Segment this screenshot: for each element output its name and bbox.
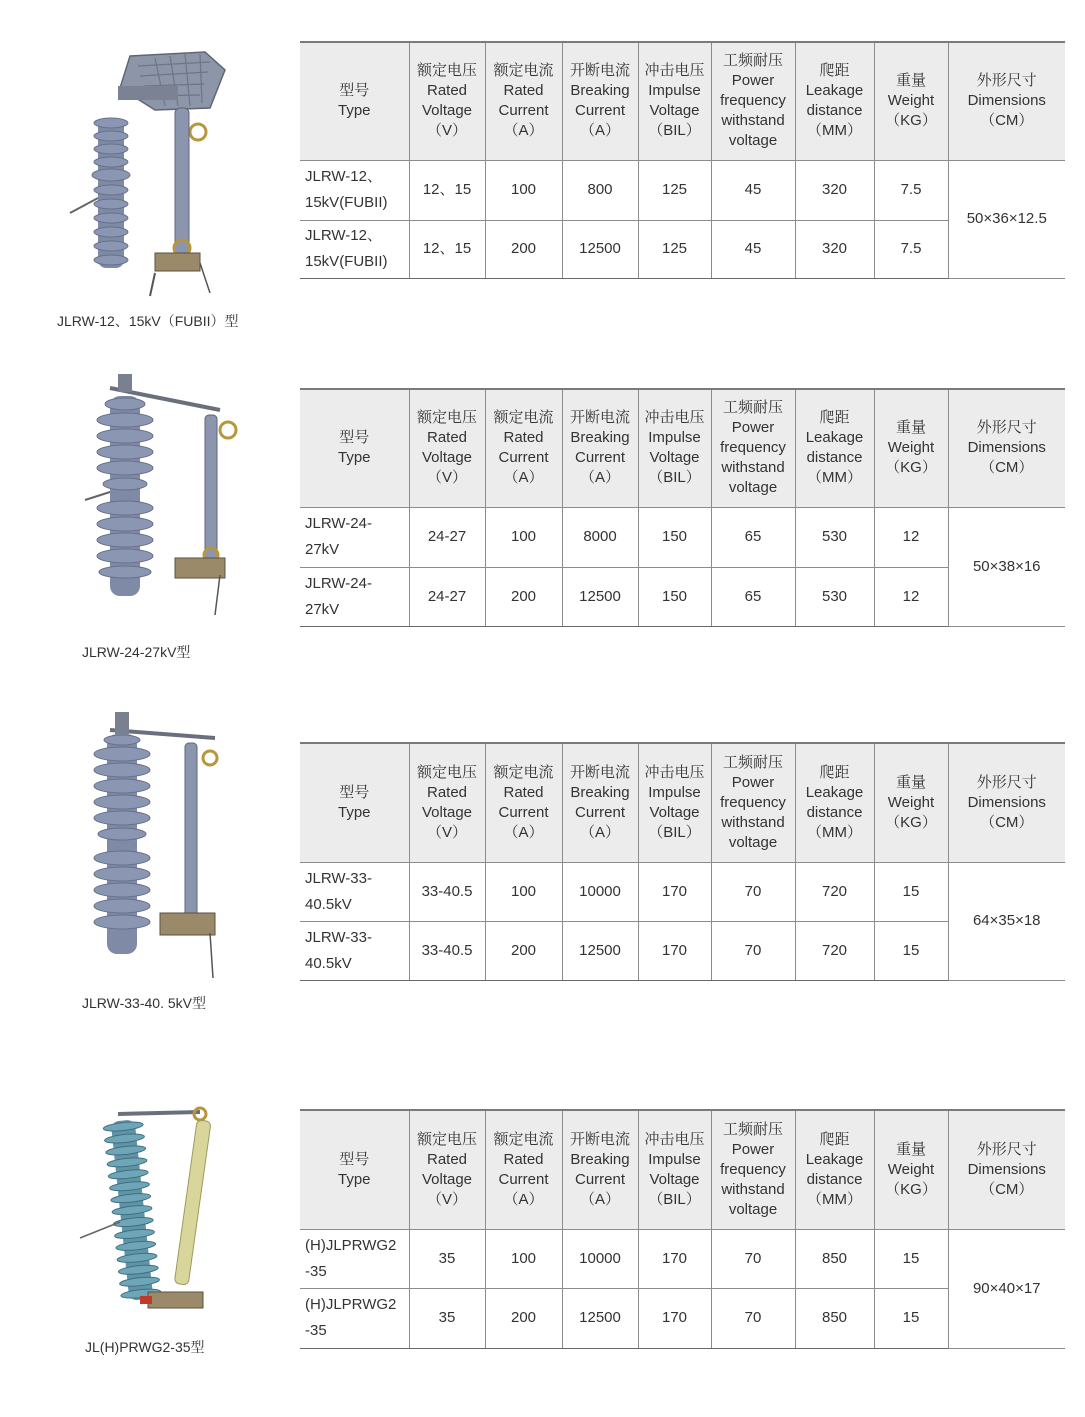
header-rated-current: [485, 389, 562, 507]
cell-impulse-voltage: 170: [638, 921, 711, 980]
text-line: 爬距: [819, 409, 850, 427]
text-line: Rated: [426, 82, 468, 100]
cell-rated-current: 200: [485, 220, 562, 278]
text-line: （A）: [503, 122, 544, 140]
text-line: （MM）: [807, 122, 862, 140]
header-rated-voltage: [409, 743, 485, 862]
cell-rated-current: 200: [485, 567, 562, 626]
cell-leakage: 850: [795, 1288, 874, 1348]
cell-leakage: 530: [795, 507, 874, 567]
text-line: Leakage: [805, 783, 864, 801]
text-line: JLRW-24-: [305, 574, 372, 592]
spec-table-4: [300, 1109, 1065, 1349]
text-line: voltage: [728, 132, 778, 150]
text-line: （A）: [579, 122, 620, 140]
text-line: （A）: [503, 469, 544, 487]
text-line: （V）: [426, 1190, 467, 1208]
text-line: Impulse: [648, 429, 701, 447]
text-line: Rated: [426, 1150, 468, 1168]
header-rated-current: [485, 42, 562, 160]
cell-leakage: 720: [795, 921, 874, 980]
cell-type: [300, 921, 409, 980]
text-line: Voltage: [421, 1170, 473, 1188]
text-line: 外形尺寸: [976, 72, 1037, 90]
text-line: Current: [574, 1170, 626, 1188]
header-rated-voltage: [409, 389, 485, 507]
text-line: Dimensions: [967, 1160, 1046, 1178]
text-line: 40.5kV: [305, 895, 352, 913]
text-line: 冲击电压: [644, 1130, 705, 1148]
text-line: voltage: [728, 1200, 778, 1218]
cell-rated-voltage: 24-27: [409, 507, 485, 567]
text-line: 型号: [339, 429, 370, 447]
text-line: （KG）: [885, 1180, 937, 1198]
text-line: （A）: [579, 469, 620, 487]
header-power-frequency: [711, 389, 795, 507]
cell-leakage: 720: [795, 862, 874, 921]
fuse-cutout-image-4: [78, 1100, 223, 1325]
text-line: Current: [574, 102, 626, 120]
cell-weight: 15: [874, 1229, 948, 1288]
text-line: Voltage: [649, 449, 700, 467]
text-line: 15kV(FUBII): [305, 253, 388, 270]
text-line: Current: [498, 1170, 549, 1188]
cell-breaking-current: 10000: [562, 862, 638, 921]
text-line: JLRW-12、: [305, 168, 382, 185]
text-line: （V）: [426, 122, 467, 140]
cell-type: [300, 160, 409, 220]
table-row: [300, 1229, 1065, 1288]
text-line: Power: [731, 1140, 775, 1158]
text-line: 型号: [339, 82, 370, 100]
text-line: （CM）: [980, 1180, 1034, 1198]
text-line: Current: [498, 449, 549, 467]
cell-breaking-current: 12500: [562, 1288, 638, 1348]
cell-rated-current: 100: [485, 1229, 562, 1288]
table-row: [300, 507, 1065, 567]
cell-type: [300, 220, 409, 278]
text-line: （CM）: [980, 813, 1034, 831]
cell-power-frequency: 45: [711, 160, 795, 220]
text-line: （BIL）: [648, 122, 701, 140]
text-line: frequency: [720, 1160, 786, 1178]
header-impulse-voltage: [638, 389, 711, 507]
text-line: Voltage: [649, 102, 700, 120]
text-line: voltage: [728, 479, 778, 497]
text-line: 型号: [339, 783, 370, 801]
text-line: （A）: [579, 1190, 620, 1208]
header-weight: [874, 743, 948, 862]
text-line: Leakage: [805, 82, 864, 100]
text-line: 额定电压: [416, 409, 477, 427]
header-breaking-current: [562, 42, 638, 160]
product-caption: JLRW-24-27kV型: [82, 644, 191, 660]
header-impulse-voltage: [638, 743, 711, 862]
text-line: （KG）: [885, 112, 937, 130]
text-line: (H)JLPRWG2: [305, 1296, 397, 1313]
cell-rated-voltage: 35: [409, 1229, 485, 1288]
text-line: Rated: [503, 1150, 544, 1168]
text-line: Type: [337, 449, 371, 467]
cell-impulse-voltage: 125: [638, 160, 711, 220]
text-line: 工频耐压: [722, 399, 783, 417]
text-line: 额定电压: [416, 1130, 477, 1148]
text-line: Voltage: [421, 803, 473, 821]
text-line: Weight: [887, 793, 935, 811]
text-line: Dimensions: [967, 793, 1046, 811]
text-line: withstand: [721, 112, 785, 130]
header-rated-voltage: [409, 1110, 485, 1229]
cell-weight: 7.5: [874, 220, 948, 278]
cell-rated-voltage: 33-40.5: [409, 862, 485, 921]
cell-type: [300, 862, 409, 921]
text-line: Current: [574, 449, 626, 467]
text-line: 爬距: [819, 62, 850, 80]
text-line: Breaking: [570, 82, 630, 100]
cell-leakage: 850: [795, 1229, 874, 1288]
text-line: Breaking: [570, 1150, 630, 1168]
header-power-frequency: [711, 743, 795, 862]
text-line: Dimensions: [967, 92, 1046, 110]
text-line: Voltage: [421, 449, 473, 467]
text-line: distance: [806, 1170, 863, 1188]
text-line: -35: [305, 1262, 327, 1280]
text-line: 工频耐压: [722, 1120, 783, 1138]
text-line: 工频耐压: [722, 52, 783, 70]
text-line: JLRW-24-: [305, 515, 372, 532]
cell-impulse-voltage: 170: [638, 862, 711, 921]
text-line: Leakage: [805, 429, 864, 447]
text-line: （MM）: [807, 469, 862, 487]
cell-breaking-current: 10000: [562, 1229, 638, 1288]
text-line: 型号: [339, 1150, 370, 1168]
text-line: distance: [806, 449, 863, 467]
text-line: Leakage: [805, 1150, 864, 1168]
header-leakage-distance: [795, 42, 874, 160]
text-line: JLRW-33-: [305, 869, 372, 887]
cell-impulse-voltage: 170: [638, 1229, 711, 1288]
cell-rated-current: 200: [485, 1288, 562, 1348]
text-line: JLRW-33-: [305, 928, 372, 946]
text-line: Current: [574, 803, 626, 821]
cell-weight: 15: [874, 1288, 948, 1348]
text-line: （MM）: [807, 823, 862, 841]
header-power-frequency: [711, 42, 795, 160]
text-line: （BIL）: [648, 1190, 701, 1208]
cell-leakage: 530: [795, 567, 874, 626]
text-line: Voltage: [421, 102, 473, 120]
cell-dimensions: 64×35×18: [948, 862, 1065, 980]
text-line: Breaking: [570, 783, 630, 801]
text-line: withstand: [721, 459, 785, 477]
cell-breaking-current: 12500: [562, 220, 638, 278]
text-line: Rated: [503, 783, 544, 801]
text-line: Breaking: [570, 429, 630, 447]
text-line: JLRW-12、: [305, 227, 382, 244]
product-caption: JL(H)PRWG2-35型: [85, 1339, 205, 1355]
header-type: [300, 389, 409, 507]
text-line: （V）: [426, 823, 467, 841]
cell-rated-current: 100: [485, 160, 562, 220]
text-line: 额定电流: [493, 763, 554, 781]
text-line: 重量: [895, 773, 926, 791]
text-line: Dimensions: [967, 439, 1046, 457]
header-leakage-distance: [795, 743, 874, 862]
cell-power-frequency: 45: [711, 220, 795, 278]
text-line: Weight: [887, 92, 935, 110]
text-line: 额定电压: [416, 62, 477, 80]
text-line: 重量: [895, 72, 926, 90]
product-caption: JLRW-33-40. 5kV型: [82, 995, 206, 1011]
cell-dimensions: 50×38×16: [948, 507, 1065, 626]
fuse-cutout-image-3: [85, 708, 235, 983]
text-line: 开断电流: [569, 409, 630, 427]
text-line: withstand: [721, 813, 785, 831]
product-caption: JLRW-12、15kV（FUBII）型: [57, 313, 239, 329]
header-rated-current: [485, 743, 562, 862]
cell-power-frequency: 70: [711, 862, 795, 921]
cell-rated-current: 200: [485, 921, 562, 980]
text-line: Impulse: [648, 1150, 701, 1168]
header-dimensions: [948, 1110, 1065, 1229]
text-line: 工频耐压: [722, 753, 783, 771]
text-line: Power: [731, 419, 775, 437]
text-line: （CM）: [980, 459, 1034, 477]
header-dimensions: [948, 389, 1065, 507]
text-line: 爬距: [819, 1130, 850, 1148]
text-line: distance: [806, 102, 863, 120]
text-line: （MM）: [807, 1190, 862, 1208]
text-line: 额定电流: [493, 62, 554, 80]
header-breaking-current: [562, 743, 638, 862]
header-weight: [874, 1110, 948, 1229]
header-rated-voltage: [409, 42, 485, 160]
text-line: （A）: [503, 823, 544, 841]
header-dimensions: [948, 42, 1065, 160]
cell-rated-voltage: 35: [409, 1288, 485, 1348]
cell-dimensions: 90×40×17: [948, 1229, 1065, 1348]
table-row: [300, 160, 1065, 220]
text-line: 爬距: [819, 763, 850, 781]
cell-impulse-voltage: 150: [638, 507, 711, 567]
cell-type: [300, 1229, 409, 1288]
cell-dimensions: 50×36×12.5: [948, 160, 1065, 278]
text-line: Weight: [887, 1160, 935, 1178]
text-line: distance: [806, 803, 863, 821]
text-line: Rated: [503, 82, 544, 100]
text-line: 40.5kV: [305, 954, 352, 972]
text-line: （V）: [426, 469, 467, 487]
header-weight: [874, 389, 948, 507]
text-line: 重量: [895, 419, 926, 437]
header-type: [300, 1110, 409, 1229]
text-line: Current: [498, 803, 549, 821]
cell-impulse-voltage: 170: [638, 1288, 711, 1348]
header-type: [300, 743, 409, 862]
header-leakage-distance: [795, 389, 874, 507]
cell-rated-voltage: 24-27: [409, 567, 485, 626]
cell-power-frequency: 70: [711, 1229, 795, 1288]
text-line: 重量: [895, 1140, 926, 1158]
text-line: frequency: [720, 793, 786, 811]
text-line: （BIL）: [648, 469, 701, 487]
header-dimensions: [948, 743, 1065, 862]
header-breaking-current: [562, 389, 638, 507]
cell-power-frequency: 70: [711, 1288, 795, 1348]
text-line: 开断电流: [569, 763, 630, 781]
text-line: 额定电流: [493, 409, 554, 427]
cell-breaking-current: 800: [562, 160, 638, 220]
cell-power-frequency: 65: [711, 567, 795, 626]
text-line: Type: [337, 102, 371, 120]
text-line: Impulse: [648, 82, 701, 100]
text-line: Type: [337, 803, 371, 821]
text-line: Type: [337, 1170, 371, 1188]
text-line: （KG）: [885, 813, 937, 831]
cell-rated-voltage: 33-40.5: [409, 921, 485, 980]
text-line: 27kV: [305, 541, 340, 558]
text-line: Rated: [426, 783, 468, 801]
text-line: 冲击电压: [644, 763, 705, 781]
spec-table-2: [300, 388, 1065, 627]
cell-impulse-voltage: 125: [638, 220, 711, 278]
header-rated-current: [485, 1110, 562, 1229]
text-line: 15kV(FUBII): [305, 194, 388, 211]
cell-power-frequency: 65: [711, 507, 795, 567]
header-type: [300, 42, 409, 160]
spec-table-1: [300, 41, 1065, 279]
cell-power-frequency: 70: [711, 921, 795, 980]
table-row: [300, 862, 1065, 921]
cell-weight: 12: [874, 567, 948, 626]
text-line: Current: [498, 102, 549, 120]
cell-rated-voltage: 12、15: [409, 220, 485, 278]
text-line: 外形尺寸: [976, 773, 1037, 791]
text-line: (H)JLPRWG2: [305, 1236, 397, 1254]
cell-breaking-current: 12500: [562, 567, 638, 626]
text-line: （CM）: [980, 112, 1034, 130]
text-line: 冲击电压: [644, 62, 705, 80]
text-line: Power: [731, 72, 775, 90]
text-line: -35: [305, 1322, 327, 1339]
cell-type: [300, 567, 409, 626]
cell-type: [300, 1288, 409, 1348]
text-line: （A）: [503, 1190, 544, 1208]
text-line: Weight: [887, 439, 935, 457]
text-line: 外形尺寸: [976, 1140, 1037, 1158]
text-line: 开断电流: [569, 1130, 630, 1148]
cell-rated-voltage: 12、15: [409, 160, 485, 220]
cell-weight: 7.5: [874, 160, 948, 220]
text-line: voltage: [728, 833, 778, 851]
text-line: Rated: [426, 429, 468, 447]
cell-impulse-voltage: 150: [638, 567, 711, 626]
cell-type: [300, 507, 409, 567]
cell-rated-current: 100: [485, 507, 562, 567]
text-line: Impulse: [648, 783, 701, 801]
cell-breaking-current: 12500: [562, 921, 638, 980]
cell-weight: 15: [874, 921, 948, 980]
fuse-cutout-image-1: [60, 48, 250, 300]
cell-weight: 12: [874, 507, 948, 567]
cell-breaking-current: 8000: [562, 507, 638, 567]
text-line: frequency: [720, 92, 786, 110]
cell-weight: 15: [874, 862, 948, 921]
text-line: 开断电流: [569, 62, 630, 80]
cell-rated-current: 100: [485, 862, 562, 921]
text-line: withstand: [721, 1180, 785, 1198]
header-impulse-voltage: [638, 1110, 711, 1229]
text-line: 27kV: [305, 600, 340, 618]
text-line: （A）: [579, 823, 620, 841]
text-line: 额定电压: [416, 763, 477, 781]
text-line: frequency: [720, 439, 786, 457]
text-line: （KG）: [885, 459, 937, 477]
text-line: 冲击电压: [644, 409, 705, 427]
header-impulse-voltage: [638, 42, 711, 160]
cell-leakage: 320: [795, 160, 874, 220]
header-weight: [874, 42, 948, 160]
text-line: 外形尺寸: [976, 419, 1037, 437]
text-line: 额定电流: [493, 1130, 554, 1148]
text-line: （BIL）: [648, 823, 701, 841]
header-power-frequency: [711, 1110, 795, 1229]
text-line: Rated: [503, 429, 544, 447]
text-line: Power: [731, 773, 775, 791]
text-line: Voltage: [649, 1170, 700, 1188]
spec-table-3: [300, 742, 1065, 981]
text-line: Voltage: [649, 803, 700, 821]
fuse-cutout-image-2: [80, 370, 245, 620]
cell-leakage: 320: [795, 220, 874, 278]
header-leakage-distance: [795, 1110, 874, 1229]
header-breaking-current: [562, 1110, 638, 1229]
